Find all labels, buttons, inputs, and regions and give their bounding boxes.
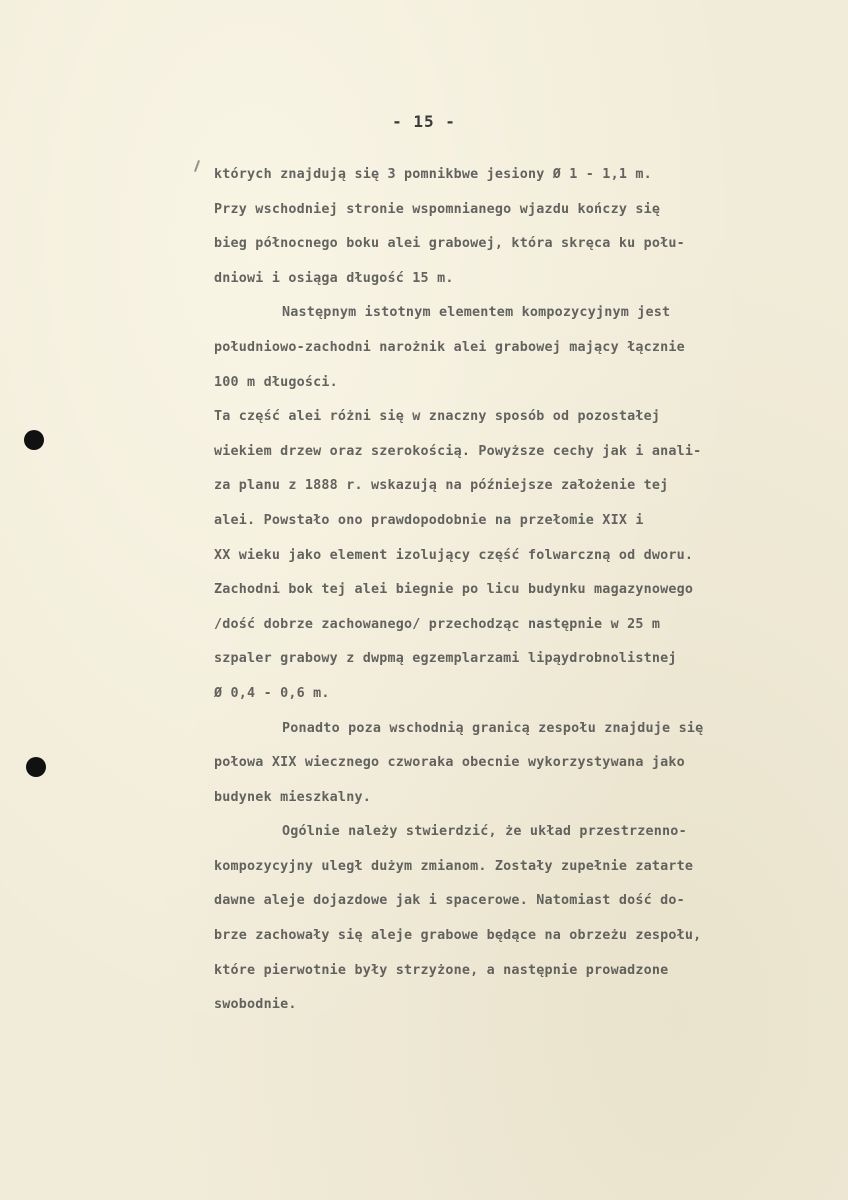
text-line: wiekiem drzew oraz szerokością. Powyższe cechy jak i anali- — [214, 443, 702, 459]
text-line: Zachodni bok tej alei biegnie po licu budynku magazynowego — [214, 582, 694, 598]
text-line: dniowi i osiąga długość 15 m. — [214, 270, 454, 286]
text-line: Ponadto poza wschodnią granicą zespołu znajduje się — [282, 720, 704, 736]
body-text — [214, 158, 834, 1023]
text-line: budynek mieszkalny. — [214, 789, 371, 805]
text-line: Następnym istotnym elementem kompozycyjnym jest — [282, 305, 671, 321]
text-line: które pierwotnie były strzyżone, a następnie prowadzone — [214, 962, 669, 978]
text-line: dawne aleje dojazdowe jak i spacerowe. Natomiast dość do- — [214, 893, 685, 909]
text-line: połowa XIX wiecznego czworaka obecnie wykorzystywana jako — [214, 755, 685, 771]
text-line: bieg północnego boku alei grabowej, która skręca ku połu- — [214, 236, 685, 252]
text-line: brze zachowały się aleje grabowe będące na obrzeżu zespołu, — [214, 928, 702, 944]
text-line: południowo-zachodni narożnik alei grabowej mający łącznie — [214, 339, 685, 355]
text-line: Ogólnie należy stwierdzić, że układ przestrzenno- — [282, 824, 687, 840]
text-line: Ø 0,4 - 0,6 m. — [214, 685, 330, 701]
punch-hole-top — [24, 430, 44, 450]
text-line: /dość dobrze zachowanego/ przechodząc następnie w 25 m — [214, 616, 661, 632]
text-line: szpaler grabowy z dwpmą egzemplarzami lipąydrobnolistnej — [214, 651, 677, 667]
text-line: Ta część alei różni się w znaczny sposób od pozostałej — [214, 409, 661, 425]
text-line: których znajdują się 3 pomnikbwe jesiony Ø 1 - 1,1 m. — [214, 167, 652, 182]
text-line: XX wieku jako element izolujący część folwarczną od dworu. — [214, 547, 694, 563]
text-line: Przy wschodniej stronie wspomnianego wjazdu kończy się — [214, 201, 661, 217]
margin-tick-mark — [194, 160, 200, 172]
text-line: kompozycyjny uległ dużym zmianom. Zostały zupełnie zatarte — [214, 858, 694, 874]
page-number: - 15 - — [392, 112, 456, 131]
text-line: 100 m długości. — [214, 374, 338, 390]
text-line: za planu z 1888 r. wskazują na późniejsze założenie tej — [214, 478, 669, 494]
text-line: alei. Powstało ono prawdopodobnie na przełomie XIX i — [214, 512, 644, 528]
punch-hole-bottom — [26, 757, 46, 777]
text-line: swobodnie. — [214, 997, 297, 1013]
